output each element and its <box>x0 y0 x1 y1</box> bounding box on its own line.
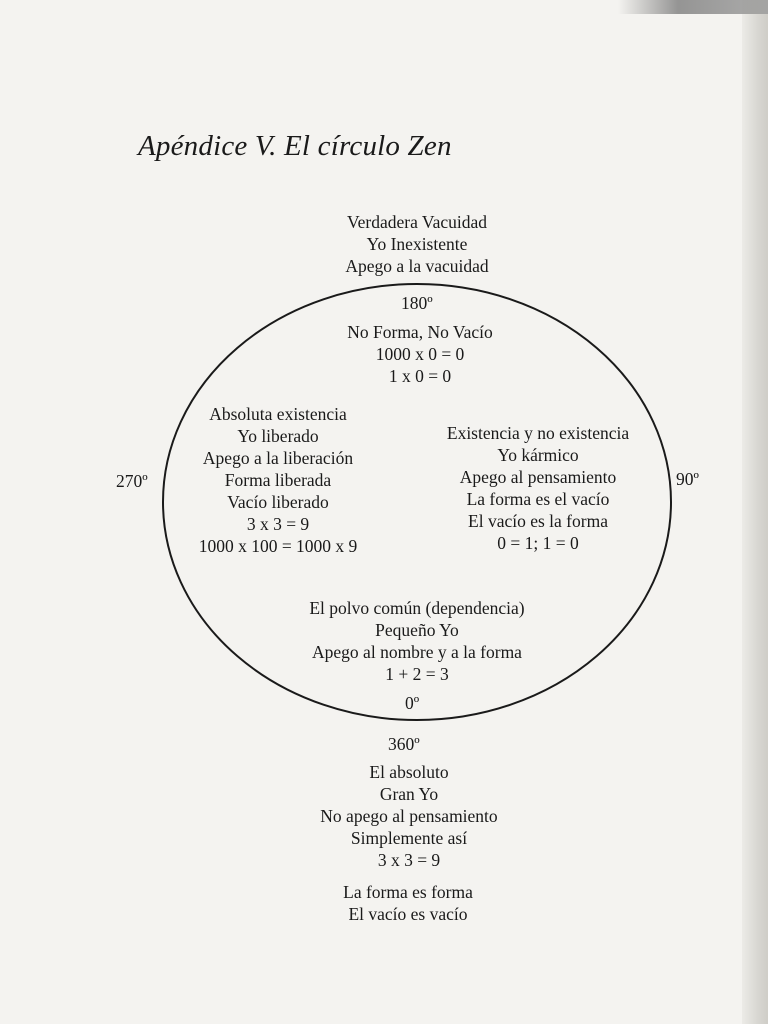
right-inner-line: La forma es el vacío <box>466 489 610 509</box>
bottom-inner-line: El polvo común (dependencia) <box>309 598 525 618</box>
degree-90: 90º <box>676 469 699 489</box>
left-inner-block <box>168 403 388 557</box>
left-inner-line: Yo liberado <box>237 426 319 446</box>
bottom-inner-line: Pequeño Yo <box>375 620 459 640</box>
top-inner-line: 1000 x 0 = 0 <box>375 344 465 364</box>
page-title: Apéndice V. El círculo Zen <box>138 130 452 162</box>
right-inner-line: 0 = 1; 1 = 0 <box>497 533 579 553</box>
left-inner-line: Absoluta existencia <box>209 404 347 424</box>
right-inner-line: El vacío es la forma <box>468 511 608 531</box>
bottom-outer-line: Gran Yo <box>379 784 439 804</box>
bottom-inner-block <box>272 597 562 685</box>
right-inner-line: Apego al pensamiento <box>459 467 617 487</box>
final-block <box>310 881 506 925</box>
degree-180: 180º <box>401 293 433 313</box>
top-inner-line: No Forma, No Vacío <box>347 322 493 342</box>
left-inner-line: 3 x 3 = 9 <box>246 514 310 534</box>
bottom-outer-line: El absoluto <box>369 762 449 782</box>
bottom-inner-line: Apego al nombre y a la forma <box>312 642 522 662</box>
top-line: Verdadera Vacuidad <box>346 212 488 232</box>
bottom-outer-line: Simplemente así <box>350 828 468 848</box>
left-inner-line: Apego a la liberación <box>202 448 354 468</box>
left-inner-line: Forma liberada <box>224 470 332 490</box>
right-inner-line: Yo kármico <box>497 445 579 465</box>
final-line: El vacío es vacío <box>348 904 468 924</box>
bottom-outer-line: 3 x 3 = 9 <box>377 850 441 870</box>
final-line: La forma es forma <box>343 882 473 902</box>
degree-270: 270º <box>116 471 148 491</box>
bottom-outer-block <box>286 761 532 871</box>
degree-360: 360º <box>388 734 420 754</box>
left-inner-line: 1000 x 100 = 1000 x 9 <box>198 536 358 556</box>
bottom-outer-line: No apego al pensamiento <box>320 806 498 826</box>
top-inner-block <box>320 321 520 387</box>
top-line: Apego a la vacuidad <box>345 256 489 276</box>
right-inner-line: Existencia y no existencia <box>446 423 630 443</box>
left-inner-line: Vacío liberado <box>227 492 329 512</box>
top-block <box>322 211 512 277</box>
top-inner-line: 1 x 0 = 0 <box>388 366 452 386</box>
degree-0: 0º <box>405 693 420 713</box>
right-inner-block <box>420 422 656 554</box>
bottom-inner-line: 1 + 2 = 3 <box>385 664 449 684</box>
top-line: Yo Inexistente <box>366 234 468 254</box>
